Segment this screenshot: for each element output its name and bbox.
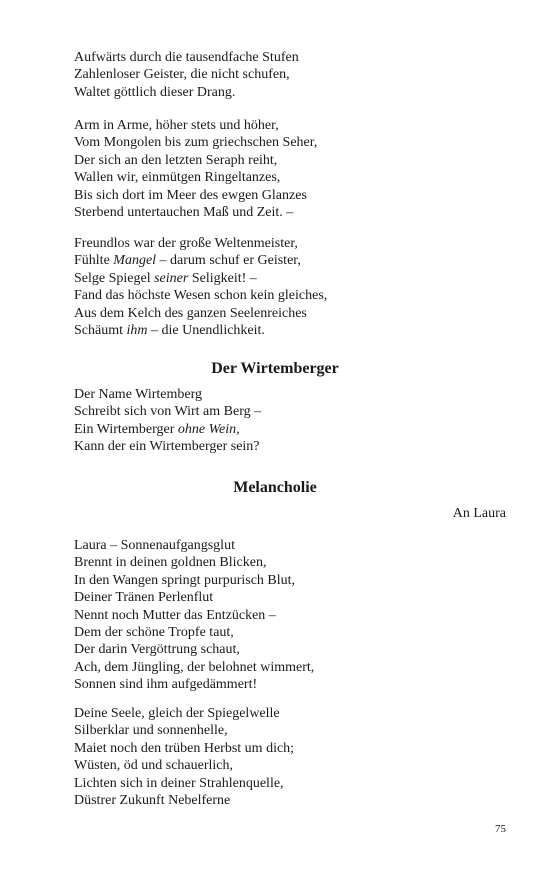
verse-line: Zahlenloser Geister, die nicht schufen, bbox=[74, 67, 290, 83]
poem3-stanza-2 bbox=[74, 705, 514, 809]
poem1-stanza-1 bbox=[74, 49, 514, 101]
poem3-stanza-1 bbox=[74, 537, 514, 694]
verse-line: Fühlte Mangel – darum schuf er Geister, bbox=[74, 253, 301, 269]
verse-line: Arm in Arme, höher stets und höher, bbox=[74, 118, 279, 133]
page-number: 75 bbox=[495, 823, 506, 835]
verse-line: Selge Spiegel seiner Seligkeit! – bbox=[74, 270, 257, 286]
verse-line: Ein Wirtemberger ohne Wein, bbox=[74, 421, 240, 437]
verse-line: Deine Seele, gleich der Spiegelwelle bbox=[74, 706, 280, 721]
verse-line: Schäumt ihm – die Unendlichkeit. bbox=[74, 323, 265, 339]
verse-line: Sonnen sind ihm aufgedämmert! bbox=[74, 677, 258, 693]
verse-line: In den Wangen springt purpurisch Blut, bbox=[74, 572, 296, 588]
verse-line: Der sich an den letzten Seraph reiht, bbox=[74, 152, 278, 168]
verse-line: Nennt noch Mutter das Entzücken – bbox=[74, 607, 276, 623]
verse-line: Aufwärts durch die tausendfache Stufen bbox=[74, 50, 299, 65]
poem1-stanza-2 bbox=[74, 117, 514, 221]
verse-line: Vom Mongolen bis zum griechschen Seher, bbox=[74, 135, 318, 151]
verse-line: Lichten sich in deiner Strahlenquelle, bbox=[74, 775, 284, 791]
verse-line: Fand das höchste Wesen schon kein gleiches, bbox=[74, 288, 328, 304]
verse-line: Der Name Wirtemberg bbox=[74, 387, 202, 402]
verse-line: Sterbend untertauchen Maß und Zeit. – bbox=[74, 205, 294, 221]
verse-line: Silberklar und sonnenhelle, bbox=[74, 723, 228, 739]
verse-line: Düstrer Zukunft Nebelferne bbox=[74, 793, 231, 809]
verse-line: Kann der ein Wirtemberger sein? bbox=[74, 439, 260, 455]
verse-line: Der darin Vergöttrung schaut, bbox=[74, 642, 240, 658]
poem-title-wirtemberger: Der Wirtemberger bbox=[211, 360, 339, 377]
verse-line: Maiet noch den trüben Herbst um dich; bbox=[74, 740, 295, 756]
verse-line: Freundlos war der große Weltenmeister, bbox=[74, 236, 298, 251]
verse-line: Wallen wir, einmütgen Ringeltanzes, bbox=[74, 170, 281, 186]
verse-line: Brennt in deinen goldnen Blicken, bbox=[74, 555, 267, 571]
verse-line: Bis sich dort im Meer des ewgen Glanzes bbox=[74, 187, 307, 203]
verse-line: Laura – Sonnenaufgangsglut bbox=[74, 538, 235, 553]
poem-dedication: An Laura bbox=[452, 506, 506, 521]
verse-line: Ach, dem Jüngling, der belohnet wimmert, bbox=[74, 659, 315, 675]
poem1-stanza-3 bbox=[74, 235, 514, 339]
verse-line: Deiner Tränen Perlenflut bbox=[74, 590, 214, 606]
verse-line: Schreibt sich von Wirt am Berg – bbox=[74, 404, 262, 420]
verse-line: Dem der schöne Tropfe taut, bbox=[74, 625, 234, 641]
verse-line: Waltet göttlich dieser Drang. bbox=[74, 84, 236, 100]
poem2-stanza bbox=[74, 386, 514, 456]
verse-line: Wüsten, öd und schauerlich, bbox=[74, 758, 234, 774]
poem-title-melancholie: Melancholie bbox=[233, 479, 317, 496]
verse-line: Aus dem Kelch des ganzen Seelenreiches bbox=[74, 305, 307, 321]
